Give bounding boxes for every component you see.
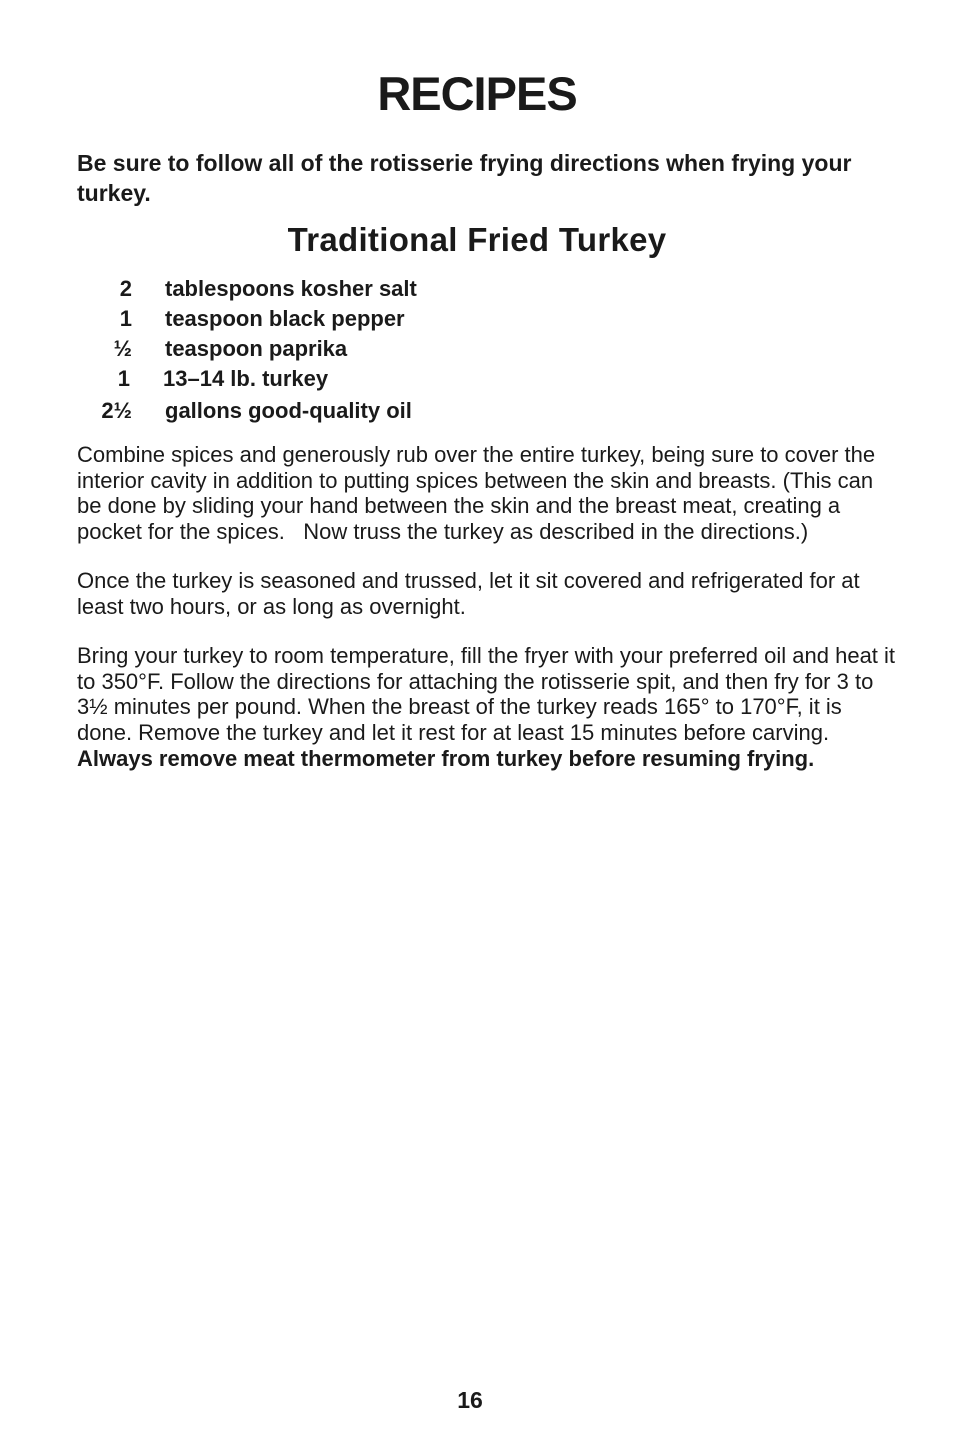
ingredient-quantity: ½: [113, 336, 132, 361]
ingredient-name: teaspoon paprika: [165, 336, 348, 361]
intro-note: Be sure to follow all of the rotisserie frying directions when frying your turkey.: [77, 150, 852, 206]
ingredient-name: 13–14 lb. turkey: [163, 366, 329, 391]
ingredient-item: [0, 364, 954, 394]
page-title: RECIPES: [377, 67, 577, 120]
ingredient-item: [0, 304, 954, 334]
page-number: 16: [457, 1387, 483, 1413]
ingredient-name: tablespoons kosher salt: [165, 276, 417, 301]
direction-paragraph: Once the turkey is seasoned and trussed, let it sit covered and refrigerated for at least two hours, or as long as overnight.: [77, 568, 866, 619]
recipe-title: Traditional Fried Turkey: [287, 221, 667, 258]
ingredient-list: [0, 274, 954, 426]
direction-paragraph: Combine spices and generously rub over the entire turkey, being sure to cover the interior cavity in addition to putting spices between the skin and breasts. (This can be done by sliding your hand between the skin and the breast meat, creating a pocket for the spices. Now truss the turkey as described in the directions.): [77, 442, 882, 544]
ingredient-quantity: 2: [119, 276, 132, 301]
ingredient-item: [0, 396, 954, 426]
ingredient-item: [0, 334, 954, 364]
ingredient-name: teaspoon black pepper: [165, 306, 405, 331]
ingredient-quantity: 2½: [101, 398, 132, 423]
ingredient-quantity: 1: [117, 366, 130, 391]
direction-paragraph: Bring your turkey to room temperature, fill the fryer with your preferred oil and heat it to 350°F. Follow the directions for attaching the rotisserie spit, and then fry for 3 to 3½ minutes per pound. When the breast of the turkey reads 165° to 170°F, it is done. Remove the turkey and let it rest for at least 15 minutes before carving.: [77, 643, 902, 745]
recipe-directions: [77, 442, 902, 772]
ingredient-name: gallons good-quality oil: [165, 398, 412, 423]
ingredient-item: [0, 274, 954, 304]
safety-warning: Always remove meat thermometer from turkey before resuming frying.: [77, 746, 815, 771]
ingredient-quantity: 1: [119, 306, 132, 331]
